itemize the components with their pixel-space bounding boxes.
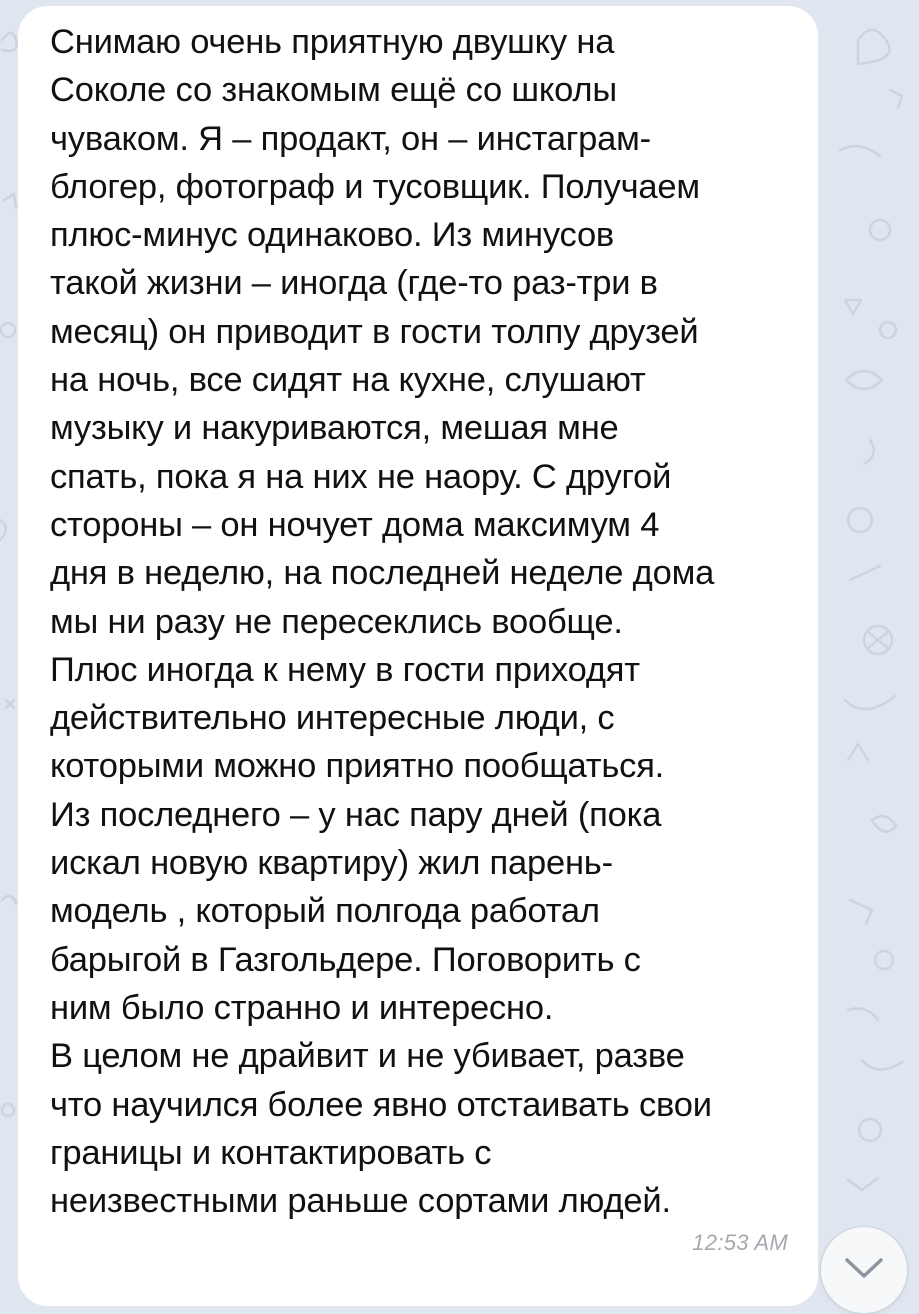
message-bubble xyxy=(18,6,818,1306)
chevron-down-icon xyxy=(844,1257,884,1279)
scroll-down-button[interactable] xyxy=(820,1226,908,1314)
message-text: Снимаю очень приятную двушку на Соколе со знакомым ещё со школы чуваком. Я – продакт, он – инстаграм- блогер, фотограф и тусовщик. Получаем плюс-минус одинаково. Из минусов такой жизни – иногда (где-то раз-три в месяц) он приводит в гости толпу друзей на ночь, все сидят на кухне, слушают музыку и накуриваются, мешая мне спать, пока я на них не наору. С другой стороны – он ночует дома максимум 4 дня в неделю, на последней неделе дома мы ни разу не пересеклись вообще. Плюс иногда к нему в гости приходят действительно интересные люди, с которыми можно приятно пообщаться. Из последнего – у нас пару дней (пока искал новую квартиру) жил парень- модель , который полгода работал барыгой в Газгольдере. Поговорить с ним было странно и интересно. В целом не драйвит и не убивает, разве что научился более явно отстаивать свои границы и контактировать с неизвестными раньше сортами людей. xyxy=(50,23,715,1221)
message-timestamp: 12:53 AM xyxy=(692,1230,788,1255)
